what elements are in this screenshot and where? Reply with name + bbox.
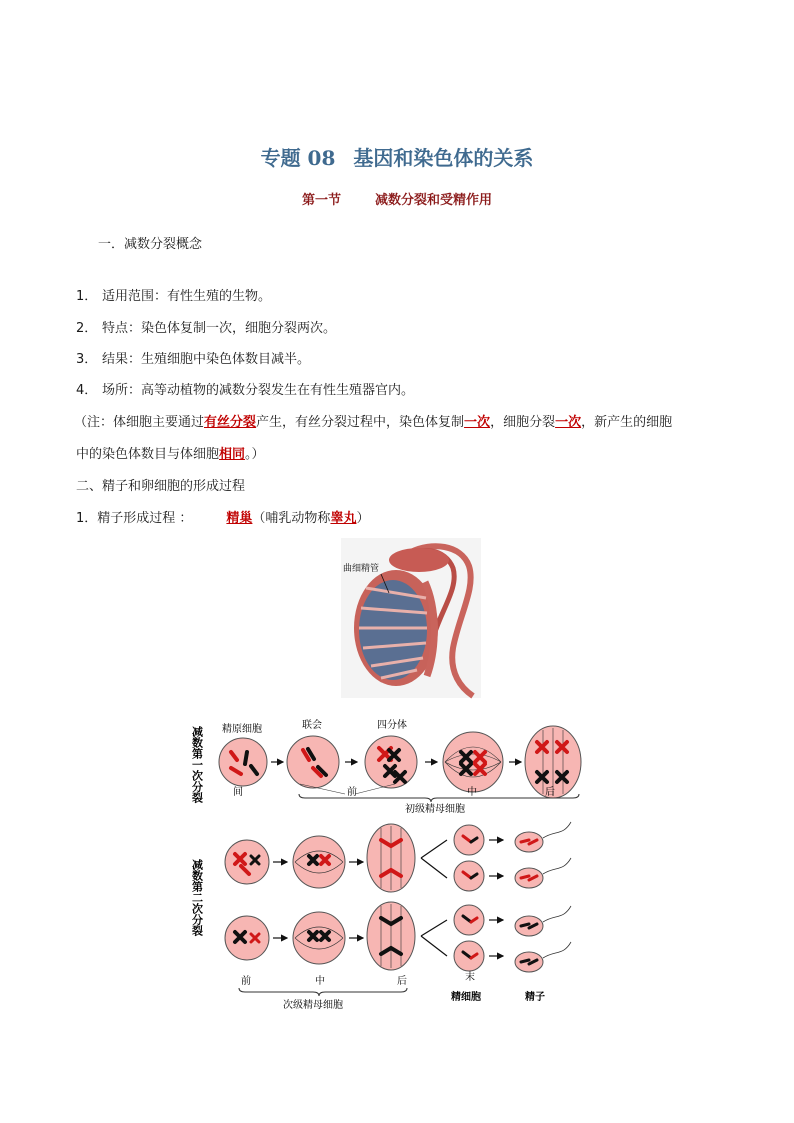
split-arrows — [421, 840, 447, 878]
sperm-text: ） — [356, 511, 370, 526]
sperm-cells-b — [515, 906, 571, 972]
sperm-label: 精子 — [525, 992, 545, 1003]
label-spermatogonium: 精原细胞 — [222, 724, 262, 735]
cell-metaphase1 — [443, 732, 503, 792]
item-number: 3． — [76, 352, 98, 367]
note-highlight: 一次 — [464, 415, 491, 430]
note-text: 。） — [245, 447, 265, 462]
cell-synapsis — [287, 736, 339, 788]
phase-prophase1: 前 — [347, 787, 357, 798]
list-item — [76, 288, 271, 306]
subtitle-part1: 第一节 — [301, 193, 341, 208]
sperm-highlight: 精巢 — [226, 511, 253, 526]
label-synapsis: 联会 — [302, 720, 322, 731]
cell-interphase — [219, 738, 267, 786]
note-line-1 — [74, 414, 672, 432]
brace-primary — [299, 794, 579, 802]
item-text: 特点：染色体复制一次，细胞分裂两次。 — [102, 321, 337, 336]
section1-heading: 一．减数分裂概念 — [98, 237, 203, 252]
phase-metaphase1: 中 — [467, 787, 477, 798]
note-highlight: 一次 — [555, 415, 582, 430]
title-part2: 基因和染色体的关系 — [353, 146, 534, 170]
cell-prophase2-a — [225, 840, 269, 884]
phase-anaphase1: 后 — [545, 787, 555, 798]
spermatid-cells-a — [454, 825, 484, 891]
note-highlight: 有丝分裂 — [204, 415, 257, 430]
page-subtitle — [0, 189, 794, 208]
cell-metaphase2-b — [293, 912, 345, 964]
phase-telophase2: 末 — [465, 972, 475, 983]
phase-anaphase2: 后 — [397, 976, 407, 987]
subtitle-part2: 减数分裂和受精作用 — [375, 193, 493, 208]
note-highlight: 相同 — [219, 447, 246, 462]
sperm-cells-a — [515, 822, 571, 888]
note-text: ，新产生的细胞 — [581, 415, 673, 430]
row1-side-label: 减数第一次分裂 — [190, 726, 204, 803]
page-title — [0, 142, 794, 171]
spermatid-label: 精细胞 — [451, 992, 481, 1003]
item-text: 适用范围：有性生殖的生物。 — [102, 289, 272, 304]
testis-illustration — [341, 538, 481, 698]
epididymis-head — [389, 548, 449, 572]
cell-anaphase2-b — [367, 902, 415, 970]
cell-tetrad — [365, 736, 417, 788]
note-text: 中的染色体数目与体细胞 — [76, 447, 220, 462]
sperm-line — [76, 510, 369, 528]
brace-secondary-label: 次级精母细胞 — [283, 1000, 343, 1011]
item-number: 4． — [76, 383, 98, 398]
item-number: 2． — [76, 321, 98, 336]
brace-primary-label: 初级精母细胞 — [405, 804, 465, 815]
row2-side-label: 减数第二次分裂 — [190, 859, 204, 936]
note-text: （注：体细胞主要通过 — [74, 415, 205, 430]
note-text: ，细胞分裂 — [490, 415, 556, 430]
phase-interphase: 间 — [233, 787, 243, 798]
cell-anaphase2-a — [367, 824, 415, 892]
section2-heading: 二、精子和卵细胞的形成过程 — [76, 479, 246, 494]
brace-secondary — [239, 988, 407, 996]
spermatid-cells-b — [454, 905, 484, 971]
list-item — [76, 351, 310, 369]
title-part1: 专题 08 — [260, 146, 336, 170]
list-item — [76, 320, 336, 338]
note-text: 产生，有丝分裂过程中，染色体复制 — [256, 415, 465, 430]
item-text: 结果：生殖细胞中染色体数目减半。 — [102, 352, 311, 367]
note-line-2 — [76, 446, 265, 464]
cell-prophase2-b — [225, 916, 269, 960]
label-tetrad: 四分体 — [377, 720, 407, 731]
cell-metaphase2-a — [293, 836, 345, 888]
phase-prophase2: 前 — [241, 976, 251, 987]
split-arrows — [421, 920, 447, 956]
sperm-highlight: 睾丸 — [330, 511, 357, 526]
item-text: 场所：高等动植物的减数分裂发生在有性生殖器官内。 — [102, 383, 415, 398]
list-item — [76, 382, 414, 400]
sperm-text: （哺乳动物称 — [252, 511, 331, 526]
testis-label: 曲细精管 — [343, 564, 380, 574]
phase-metaphase2: 中 — [315, 976, 325, 987]
item-number: 1． — [76, 289, 98, 304]
sperm-label: 1．精子形成过程 ： — [76, 511, 193, 526]
meiosis-diagram — [190, 712, 605, 1012]
